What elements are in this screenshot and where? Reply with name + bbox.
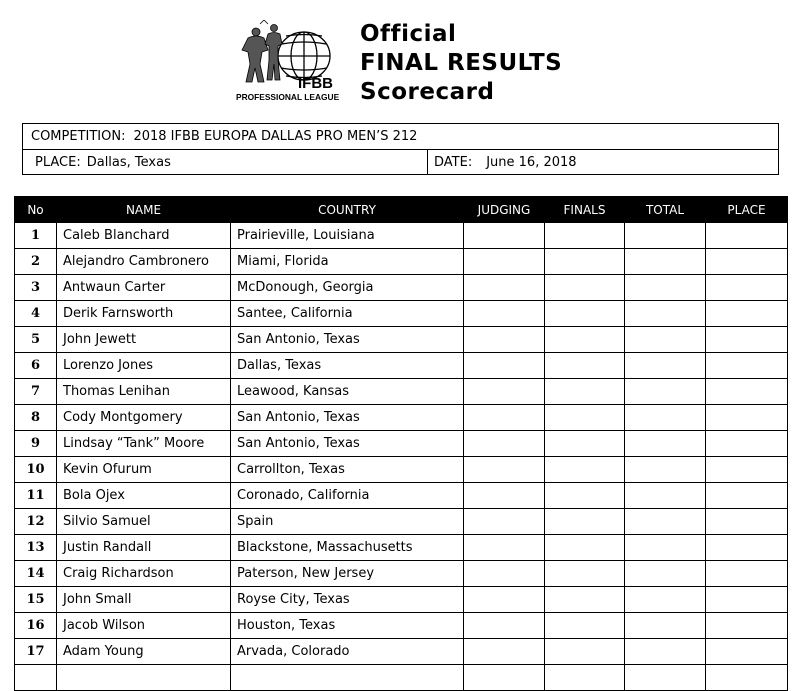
col-header-country: COUNTRY [231,197,464,223]
judging-cell [464,301,545,327]
country-cell: Paterson, New Jersey [231,561,464,587]
total-cell [625,483,706,509]
place-label: PLACE: [35,155,81,170]
globe-figures-icon [234,20,350,102]
table-row [15,457,788,483]
name-cell: Adam Young [57,639,231,665]
competition-value: 2018 IFBB EUROPA DALLAS PRO MEN’S 212 [133,129,418,144]
finals-cell [545,483,625,509]
total-cell [625,613,706,639]
finals-cell [545,379,625,405]
name-cell: Alejandro Cambronero [57,249,231,275]
total-cell [625,535,706,561]
country-cell: Miami, Florida [231,249,464,275]
total-cell [625,327,706,353]
scorecard-heading [360,20,562,107]
place-value: Dallas, Texas [86,155,171,170]
name-cell: Justin Randall [57,535,231,561]
results-body [15,223,788,691]
no-cell: 17 [15,639,57,665]
place-cell [706,249,788,275]
judging-cell [464,561,545,587]
place-cell [706,509,788,535]
place-cell [706,353,788,379]
total-cell [625,587,706,613]
table-row [15,483,788,509]
place-cell [706,613,788,639]
country-cell [231,665,464,691]
table-row [15,379,788,405]
table-row [15,249,788,275]
place-cell [706,301,788,327]
finals-cell [545,353,625,379]
table-row [15,535,788,561]
name-cell: Silvio Samuel [57,509,231,535]
country-cell: San Antonio, Texas [231,431,464,457]
place-cell [706,639,788,665]
name-cell: John Jewett [57,327,231,353]
country-cell: Houston, Texas [231,613,464,639]
total-cell [625,379,706,405]
place-field [35,150,171,175]
col-header-total: TOTAL [625,197,706,223]
table-row [15,275,788,301]
table-row [15,301,788,327]
finals-cell [545,457,625,483]
table-row [15,405,788,431]
name-cell: Cody Montgomery [57,405,231,431]
title-official: Official [360,21,457,47]
name-cell: Kevin Ofurum [57,457,231,483]
table-row [15,223,788,249]
place-cell [706,379,788,405]
table-row [15,327,788,353]
place-date-row [23,150,778,175]
col-header-finals: FINALS [545,197,625,223]
total-cell [625,405,706,431]
table-row [15,613,788,639]
finals-cell [545,249,625,275]
finals-cell [545,613,625,639]
name-cell: Bola Ojex [57,483,231,509]
place-cell [706,405,788,431]
svg-text:PROFESSIONAL LEAGUE: PROFESSIONAL LEAGUE [236,92,340,102]
col-header-no: No [15,197,57,223]
col-header-judging: JUDGING [464,197,545,223]
total-cell [625,301,706,327]
total-cell [625,275,706,301]
judging-cell [464,509,545,535]
table-row [15,509,788,535]
judging-cell [464,249,545,275]
competition-field [31,124,417,149]
judging-cell [464,353,545,379]
country-cell: Santee, California [231,301,464,327]
name-cell [57,665,231,691]
country-cell: Dallas, Texas [231,353,464,379]
no-cell: 5 [15,327,57,353]
title-final-results: FINAL RESULTS [360,50,563,76]
name-cell: Derik Farnsworth [57,301,231,327]
place-cell [706,431,788,457]
judging-cell [464,587,545,613]
country-cell: Royse City, Texas [231,587,464,613]
total-cell [625,665,706,691]
country-cell: Coronado, California [231,483,464,509]
no-cell: 16 [15,613,57,639]
table-header-row [15,197,788,223]
country-cell: Spain [231,509,464,535]
finals-cell [545,561,625,587]
country-cell: Prairieville, Louisiana [231,223,464,249]
table-row [15,353,788,379]
name-cell: Lorenzo Jones [57,353,231,379]
no-cell: 7 [15,379,57,405]
finals-cell [545,327,625,353]
country-cell: Leawood, Kansas [231,379,464,405]
no-cell: 2 [15,249,57,275]
country-cell: San Antonio, Texas [231,405,464,431]
results-table [14,196,788,691]
competition-label: COMPETITION: [31,129,126,144]
judging-cell [464,613,545,639]
place-cell [706,327,788,353]
no-cell: 3 [15,275,57,301]
table-row [15,561,788,587]
country-cell: San Antonio, Texas [231,327,464,353]
finals-cell [545,431,625,457]
finals-cell [545,509,625,535]
judging-cell [464,379,545,405]
date-value: June 16, 2018 [486,155,577,170]
finals-cell [545,639,625,665]
name-cell: Thomas Lenihan [57,379,231,405]
total-cell [625,249,706,275]
finals-cell [545,587,625,613]
total-cell [625,353,706,379]
finals-cell [545,665,625,691]
total-cell [625,639,706,665]
judging-cell [464,535,545,561]
total-cell [625,223,706,249]
judging-cell [464,405,545,431]
place-cell [706,275,788,301]
finals-cell [545,223,625,249]
place-cell [706,483,788,509]
name-cell: Craig Richardson [57,561,231,587]
total-cell [625,431,706,457]
name-cell: Caleb Blanchard [57,223,231,249]
country-cell: McDonough, Georgia [231,275,464,301]
name-cell: Lindsay “Tank” Moore [57,431,231,457]
judging-cell [464,639,545,665]
judging-cell [464,457,545,483]
total-cell [625,457,706,483]
total-cell [625,509,706,535]
no-cell: 9 [15,431,57,457]
name-cell: John Small [57,587,231,613]
judging-cell [464,223,545,249]
no-cell: 12 [15,509,57,535]
svg-text:IFBB: IFBB [298,75,333,92]
place-cell [706,561,788,587]
country-cell: Blackstone, Massachusetts [231,535,464,561]
finals-cell [545,301,625,327]
ifbb-logo [234,20,350,102]
no-cell: 11 [15,483,57,509]
name-cell: Antwaun Carter [57,275,231,301]
place-cell [706,587,788,613]
finals-cell [545,275,625,301]
date-field [434,150,577,175]
no-cell: 8 [15,405,57,431]
judging-cell [464,665,545,691]
col-header-place: PLACE [706,197,788,223]
no-cell: 1 [15,223,57,249]
place-cell [706,223,788,249]
finals-cell [545,535,625,561]
judging-cell [464,275,545,301]
place-cell [706,665,788,691]
no-cell: 15 [15,587,57,613]
place-cell [706,535,788,561]
no-cell: 13 [15,535,57,561]
place-cell [706,457,788,483]
name-cell: Jacob Wilson [57,613,231,639]
total-cell [625,561,706,587]
country-cell: Carrollton, Texas [231,457,464,483]
table-row [15,639,788,665]
no-cell [15,665,57,691]
judging-cell [464,483,545,509]
no-cell: 14 [15,561,57,587]
competition-row [23,124,778,150]
date-label: DATE: [434,155,473,170]
judging-cell [464,431,545,457]
no-cell: 6 [15,353,57,379]
competition-info-box [22,123,779,175]
table-row [15,665,788,691]
col-header-name: NAME [57,197,231,223]
finals-cell [545,405,625,431]
table-row [15,431,788,457]
place-date-divider [427,150,428,175]
judging-cell [464,327,545,353]
country-cell: Arvada, Colorado [231,639,464,665]
no-cell: 10 [15,457,57,483]
table-row [15,587,788,613]
title-scorecard: Scorecard [360,79,495,105]
no-cell: 4 [15,301,57,327]
